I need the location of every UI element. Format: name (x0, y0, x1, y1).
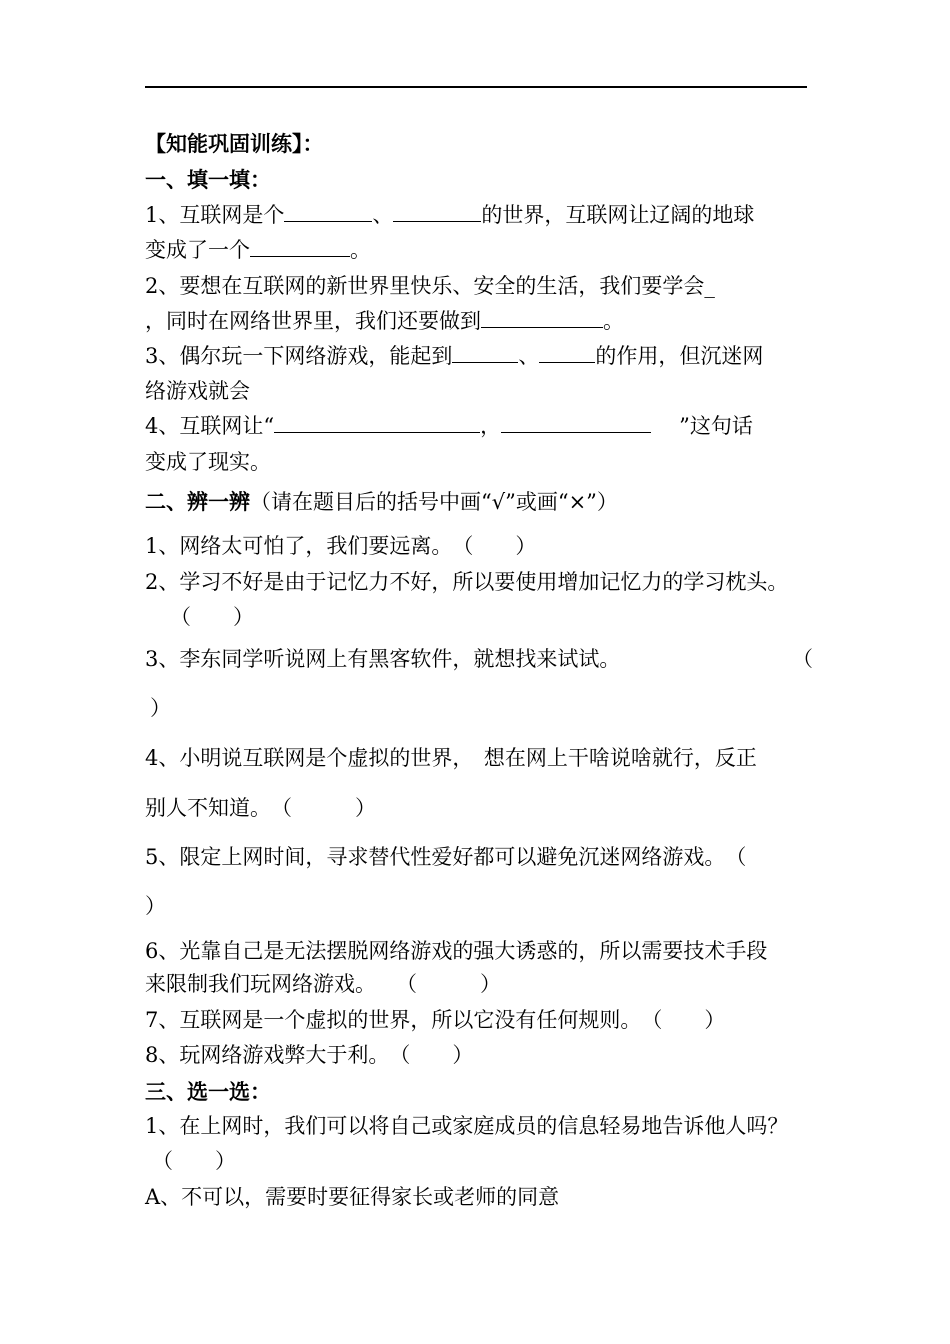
answer-paren-open[interactable]: （ (725, 845, 747, 869)
answer-blank[interactable] (274, 412, 480, 433)
choice-question-1: 1、在上网时，我们可以将自己或家庭成员的信息轻易地告诉他人吗？ (145, 1114, 789, 1138)
judge-item-2: 2、学习不好是由于记忆力不好，所以要使用增加记忆力的学习枕头。 (145, 570, 789, 594)
answer-blank[interactable] (452, 342, 518, 363)
page-title: 【知能巩固训练】： (145, 131, 324, 156)
answer-blank[interactable] (393, 201, 481, 222)
judge-item-7: 7、互联网是一个虚拟的世界，所以它没有任何规则。（ ） (145, 1008, 726, 1032)
judge-item-5: 5、限定上网时间，寻求替代性爱好都可以避免沉迷网络游戏。（ (145, 845, 747, 869)
answer-paren-close[interactable]: ） (150, 696, 171, 720)
judge-item-8: 8、玩网络游戏弊大于利。（ ） (145, 1043, 474, 1067)
choice-option-a[interactable]: A、不可以，需要时要征得家长或老师的同意 (145, 1185, 560, 1209)
answer-parentheses[interactable]: （ ） (641, 1008, 726, 1032)
section-2-heading: 二、辨一辨（请在题目后的括号中画“√”或画“×”） (145, 489, 618, 514)
answer-blank[interactable] (250, 236, 350, 257)
answer-paren-close[interactable]: ） (145, 894, 166, 918)
judge-item-3: 3、李东同学听说网上有黑客软件，就想找来试试。 (145, 647, 621, 671)
fill-question-4-line-1: 4、互联网让“ ， ”这句话 (145, 414, 753, 438)
answer-paren-open[interactable]: （ (792, 647, 813, 671)
answer-blank[interactable] (501, 412, 651, 433)
judge-item-6-line-2: 来限制我们玩网络游戏。 （ ） (145, 972, 501, 996)
answer-blank[interactable] (284, 201, 372, 222)
fill-question-3-line-1: 3、偶尔玩一下网络游戏，能起到 、 的作用，但沉迷网 (145, 344, 764, 368)
fill-question-1-line-1: 1、互联网是个 、 的世界，互联网让辽阔的地球 (145, 203, 755, 227)
section-1-heading: 一、填一填： (145, 167, 271, 192)
answer-parentheses[interactable]: （ ） (152, 1149, 236, 1173)
fill-question-3-line-2: 络游戏就会 (145, 379, 250, 403)
fill-question-1-line-2: 变成了一个 。 (145, 238, 371, 262)
fill-question-4-line-2: 变成了现实。 (145, 450, 271, 474)
answer-blank[interactable] (539, 342, 595, 363)
header-rule (145, 86, 807, 88)
judge-item-6-line-1: 6、光靠自己是无法摆脱网络游戏的强大诱惑的，所以需要技术手段 (145, 939, 768, 963)
answer-parentheses[interactable]: （ ） (170, 605, 254, 629)
judge-item-4-line-1: 4、小明说互联网是个虚拟的世界， 想在网上干啥说啥就行，反正 (145, 746, 757, 770)
answer-parentheses[interactable]: （ ） (271, 796, 376, 820)
answer-parentheses[interactable]: （ ） (452, 534, 537, 558)
section-3-heading: 三、选一选： (145, 1079, 271, 1104)
answer-parentheses[interactable]: （ ） (389, 1043, 474, 1067)
fill-question-2-line-1: 2、要想在互联网的新世界里快乐、安全的生活，我们要学会_ (145, 274, 715, 298)
judge-item-1: 1、网络太可怕了，我们要远离。（ ） (145, 534, 537, 558)
fill-question-2-line-2: ，同时在网络世界里，我们还要做到 。 (145, 309, 624, 333)
judge-item-4-line-2: 别人不知道。（ ） (145, 796, 376, 820)
answer-blank[interactable] (481, 307, 603, 328)
answer-parentheses[interactable]: （ ） (396, 972, 501, 996)
